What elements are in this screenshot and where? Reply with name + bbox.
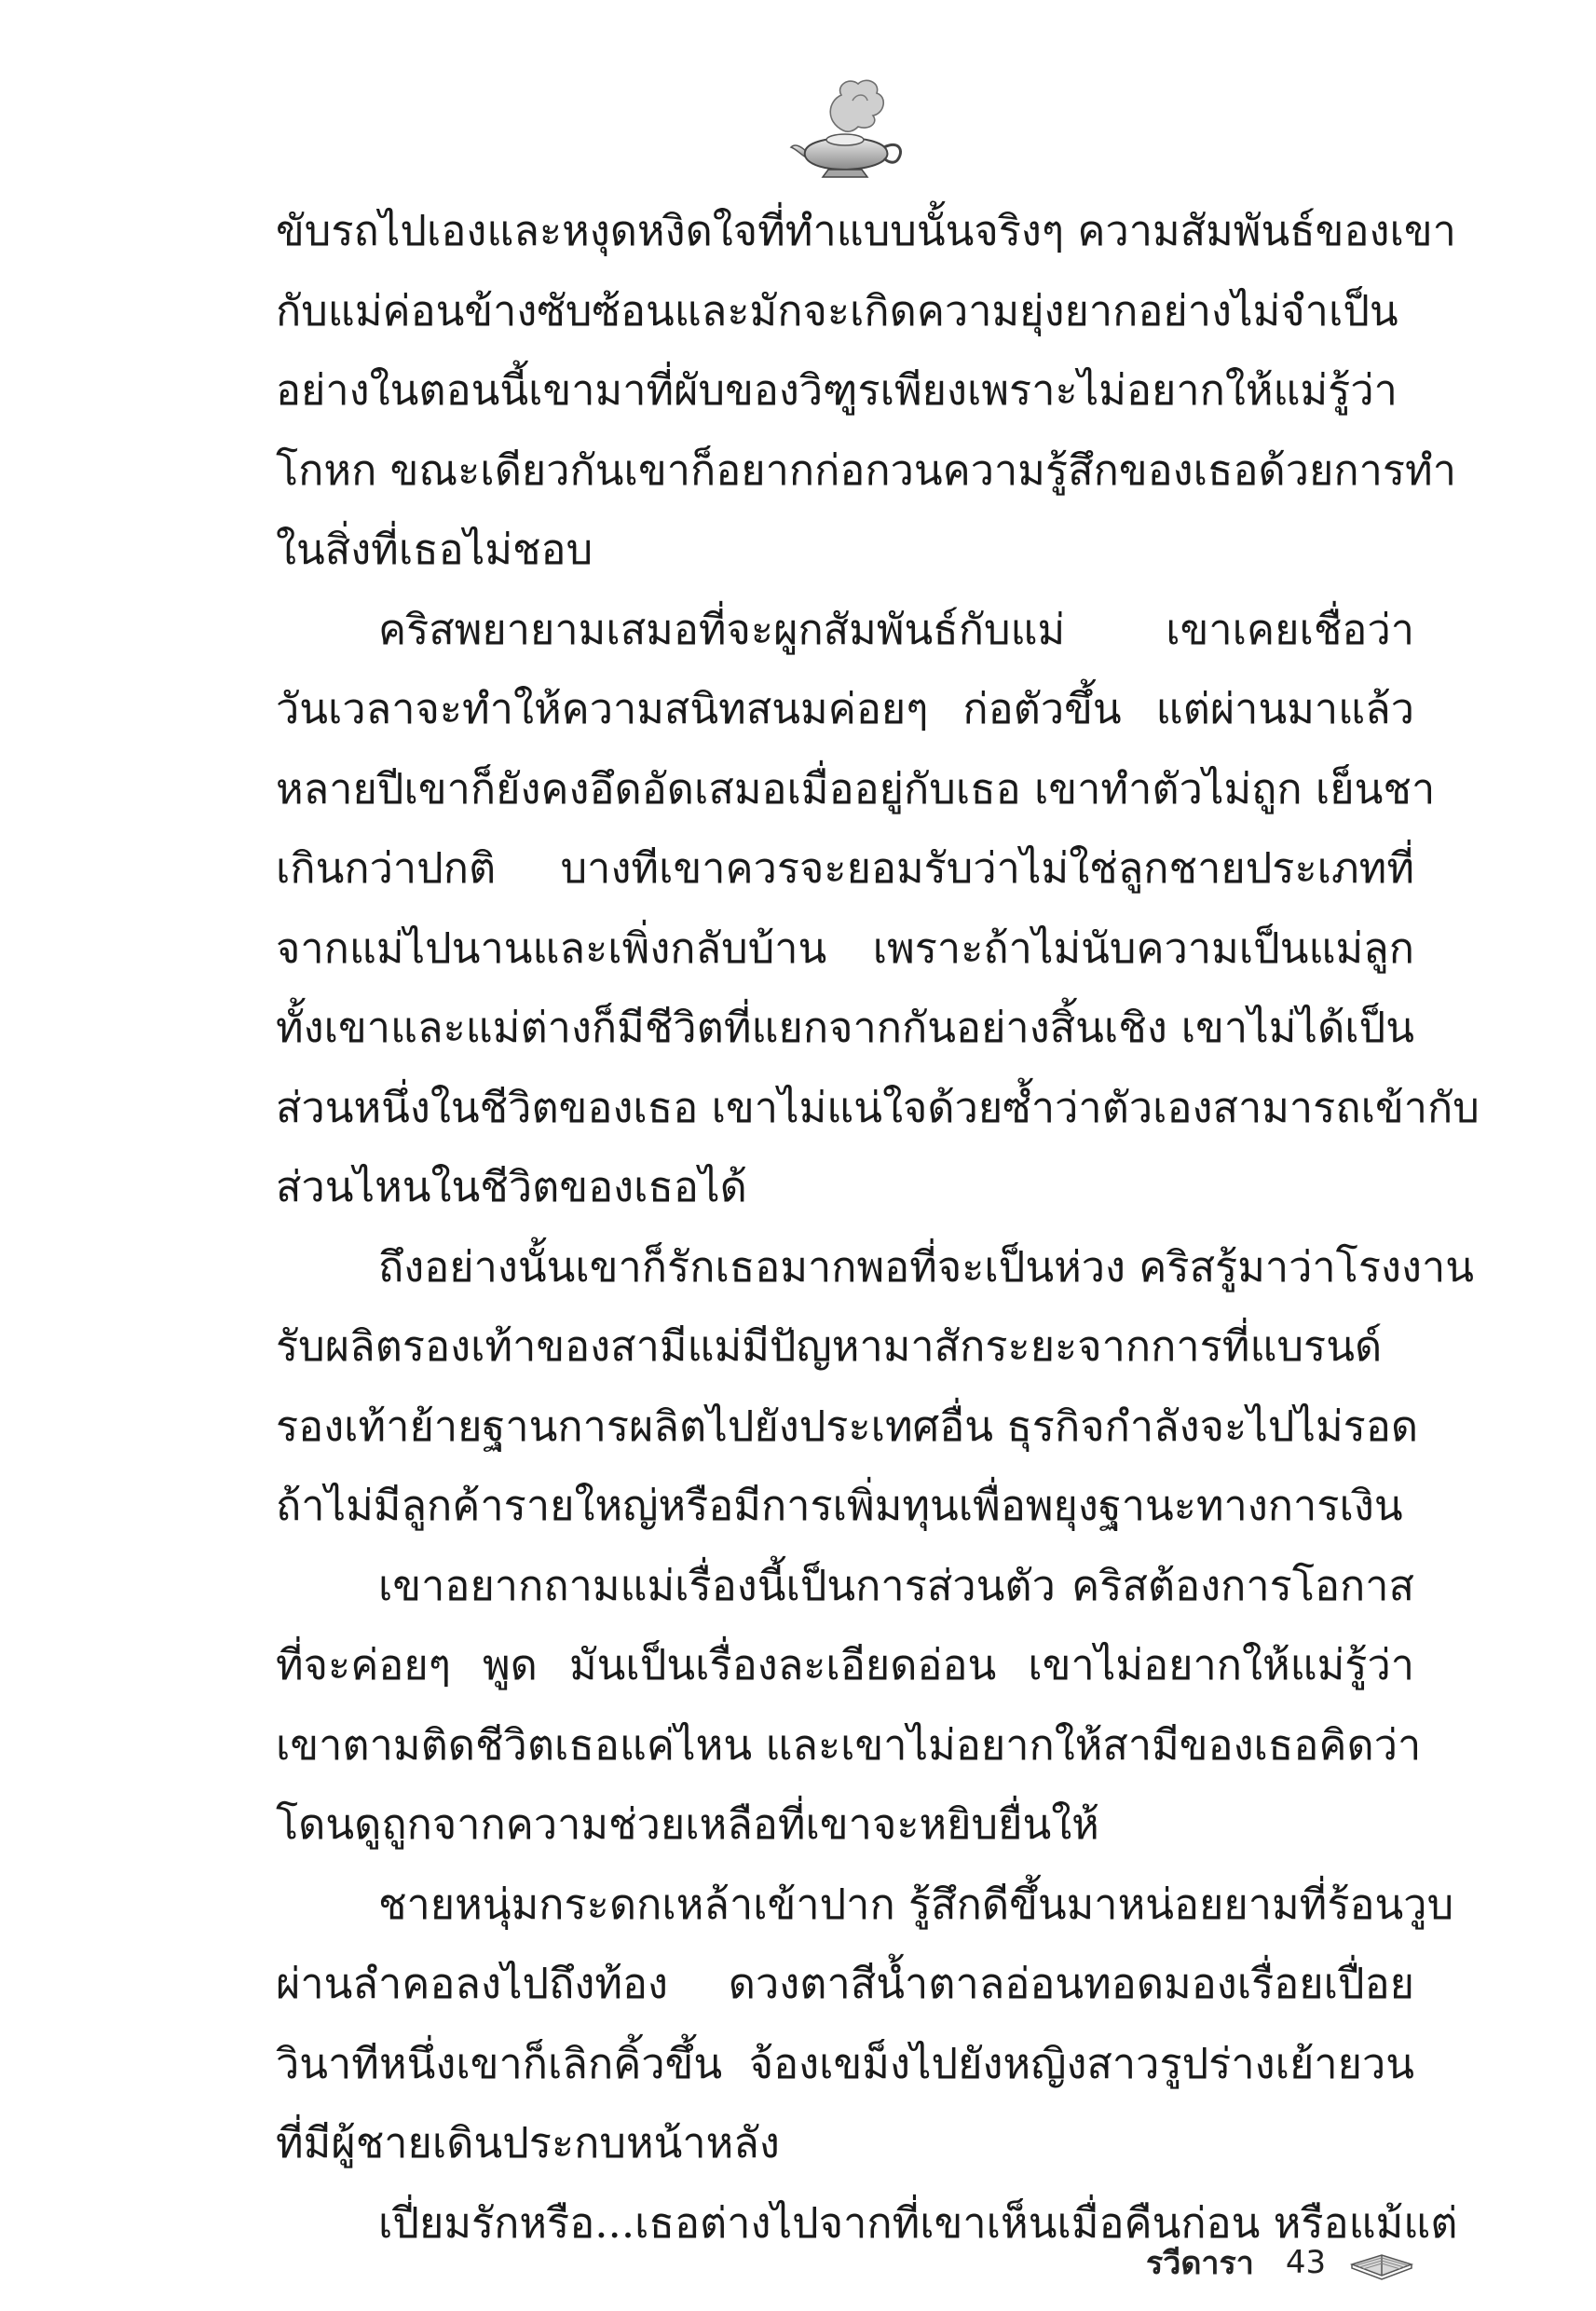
text-line: ชายหนุ่มกระดกเหล้าเข้าปาก รู้สึกดีขึ้นมาหน่อยยามที่ร้อนวูบ — [378, 1879, 1454, 1929]
text-line: เขาตามติดชีวิตเธอแค่ไหน และเขาไม่อยากให้สามีของเธอคิดว่า — [276, 1719, 1422, 1770]
page-footer — [1146, 2236, 1413, 2289]
text-line: เปี่ยมรักหรือ...เธอต่างไปจากที่เขาเห็นเมื่อคืนก่อน หรือแม้แต่ — [378, 2197, 1458, 2248]
text-line: คริสพยายามเสมอที่จะผูกสัมพันธ์กับแม่ เขาเคยเชื่อว่า — [378, 604, 1414, 654]
body-text — [276, 191, 1480, 2263]
page-number: 43 — [1285, 2244, 1327, 2281]
text-line: รองเท้าย้ายฐานการผลิตไปยังประเทศอื่น ธุรกิจกำลังจะไปไม่รอด — [276, 1401, 1419, 1451]
text-line: ที่จะค่อยๆ พูด มันเป็นเรื่องละเอียดอ่อน เขาไม่อยากให้แม่รู้ว่า — [276, 1640, 1414, 1689]
text-line: กับแม่ค่อนข้างซับซ้อนและมักจะเกิดความยุ่งยากอย่างไม่จำเป็น — [276, 285, 1398, 335]
text-line: ผ่านลำคอลงไปถึงท้อง ดวงตาสีน้ำตาลอ่อนทอดมองเรื่อยเปื่อย — [276, 1959, 1414, 2008]
text-line: ขับรถไปเองและหงุดหงิดใจที่ทำแบบนั้นจริงๆ ความสัมพันธ์ของเขา — [276, 206, 1456, 255]
text-line: ส่วนหนึ่งในชีวิตของเธอ เขาไม่แน่ใจด้วยซ้ำว่าตัวเองสามารถเข้ากับ — [276, 1082, 1480, 1132]
text-line: เขาอยากถามแม่เรื่องนี้เป็นการส่วนตัว คริสต้องการโอกาส — [378, 1560, 1414, 1610]
text-line: อย่างในตอนนี้เขามาที่ผับของวิฑูรเพียงเพราะไม่อยากให้แม่รู้ว่า — [276, 365, 1398, 415]
text-line: หลายปีเขาก็ยังคงอึดอัดเสมอเมื่ออยู่กับเธอ เขาทำตัวไม่ถูก เย็นชา — [276, 763, 1436, 814]
text-line: ถึงอย่างนั้นเขาก็รักเธอมากพอที่จะเป็นห่วง คริสรู้มาว่าโรงงาน — [378, 1241, 1474, 1292]
text-line: ถ้าไม่มีลูกค้ารายใหญ่หรือมีการเพิ่มทุนเพื่อพยุงฐานะทางการเงิน — [276, 1481, 1403, 1530]
text-line: เกินกว่าปกติ บางทีเขาควรจะยอมรับว่าไม่ใช่ลูกชายประเภทที่ — [276, 843, 1414, 893]
text-line: ในสิ่งที่เธอไม่ชอบ — [276, 525, 593, 574]
text-line: ที่มีผู้ชายเดินประกบหน้าหลัง — [276, 2118, 780, 2167]
text-line: วันเวลาจะทำให้ความสนิทสนมค่อยๆ ก่อตัวขึ้น แต่ผ่านมาแล้ว — [276, 684, 1414, 733]
text-line: ทั้งเขาและแม่ต่างก็มีชีวิตที่แยกจากกันอย่างสิ้นเชิง เขาไม่ได้เป็น — [276, 1003, 1414, 1052]
text-line: โกหก ขณะเดียวกันเขาก็อยากก่อกวนความรู้สึกของเธอด้วยการทำ — [276, 444, 1456, 495]
genie-lamp-icon — [787, 73, 908, 185]
text-line: รับผลิตรองเท้าของสามีแม่มีปัญหามาสักระยะจากการที่แบรนด์ — [276, 1321, 1383, 1371]
text-line: โดนดูถูกจากความช่วยเหลือที่เขาจะหยิบยื่นให้ — [276, 1799, 1099, 1849]
text-line: วินาทีหนึ่งเขาก็เลิกคิ้วขึ้น จ้องเขม็งไปยังหญิงสาวรูปร่างเย้ายวน — [276, 2038, 1414, 2088]
open-book-icon — [1350, 2244, 1413, 2281]
text-line: จากแม่ไปนานและเพิ่งกลับบ้าน เพราะถ้าไม่นับความเป็นแม่ลูก — [276, 923, 1414, 973]
text-line: ส่วนไหนในชีวิตของเธอได้ — [276, 1162, 747, 1211]
book-title: รวีดารา — [1146, 2245, 1254, 2282]
